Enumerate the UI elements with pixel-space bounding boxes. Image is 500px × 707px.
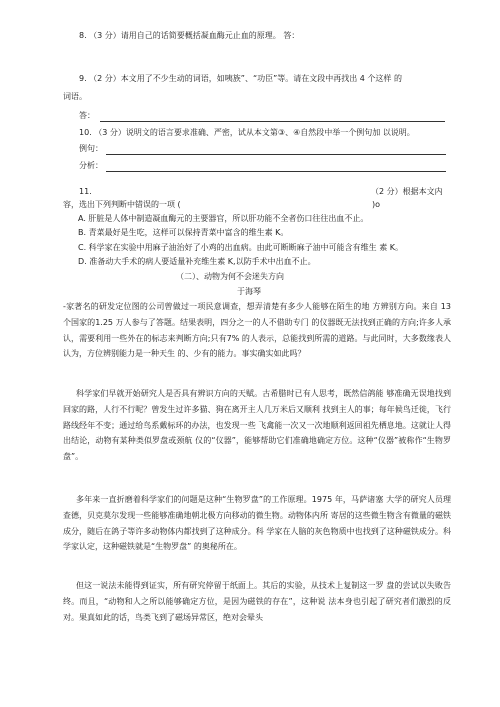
author-name: 于海琴 bbox=[237, 287, 261, 296]
option-c: C. 科学家在实验中用麻子油治好了小鸡的出血病。由此可断断麻子油中可能含有维生 素 K。 bbox=[78, 243, 403, 252]
question-11-points: （2 分）根据本文内 bbox=[371, 187, 443, 196]
question-8: 8. （3 分）请用自己的话简要概括凝血酶元止血的原理。 答： bbox=[79, 31, 300, 40]
question-10-example-line[interactable] bbox=[106, 154, 446, 155]
paragraph-4: 但这一说法未能得到证实，所有研究停留于纸面上。其后的实验，从技术上复制这一罗 盘的尝试以失败告终。而且，“动物和人之所以能够确定方位，是因为磁铁的存在”，这种说 法本身也引起了研究者们激烈的反对。果真如此的话，鸟类飞到了磁场异常区，绝对会晕头 bbox=[63, 581, 451, 622]
question-9-line1: 9. （2 分）本文用了不少生动的词语，如咦族”、“功臣”等。请在文段中再找出 4 个这样 的 bbox=[79, 74, 402, 83]
question-11-paren-close: )o bbox=[372, 200, 381, 209]
question-10-example-label: 例句： bbox=[79, 144, 103, 153]
question-11-stem: 容，选出下列判断中错误的一项 ( bbox=[63, 200, 181, 209]
question-9-answer-label: 答： bbox=[79, 111, 95, 120]
section-title: （二）、动物为何不会迷失方向 bbox=[176, 272, 284, 281]
paragraph-1: -家著名的研发定位图的公司曾做过一项民意调查，想弄清楚有多少人能够在陌生的地 方辨别方向。来自 13 个国家的1.25 万人参与了答题。结果表明，四分之一的人不借助专门 的仪器既无法找到正确的方向;许多人承认，需要利用一些外在的标志来判断方向;只有7% 的人表示，总能找到所需的道路。与此同时，大多数缘表人认为，方位辨别能力是一种天生 的、少有的能力。事实确实如此吗？ bbox=[63, 302, 451, 359]
option-a: A. 肝脏是人体中制造凝血酶元的主要器官，所以肝功能不全者伤口往往出血不止。 bbox=[78, 214, 369, 223]
option-d: D. 准备动大手术的病人要适量补充维生素 K,以防手术中出血不止。 bbox=[78, 257, 316, 266]
question-10-analysis-label: 分析： bbox=[79, 161, 103, 170]
question-9-line2: 词语。 bbox=[63, 92, 87, 101]
question-11-number: 11. bbox=[79, 187, 92, 196]
question-10-analysis-line[interactable] bbox=[106, 171, 446, 172]
question-10: 10. （3 分）说明文的语言要求准确、严密，试从本文第③、④自然段中举一个例句加 以说明。 bbox=[79, 128, 415, 137]
option-b: B. 青菜最好是生吃，这样可以保持青菜中富含的维生素 K。 bbox=[78, 228, 289, 237]
paragraph-2: 科学家们早就开始研究人是否具有辨识方向的天赋。古希腊时已有人思考，既然信鸽能 够准确无误地找到回家的路，人行不行呢？曾发生过许多猫、狗在离开主人几万米后又顺利 找到主人的事；每年候鸟迁徙，飞行路线经年不变；通过给鸟系戴标环的办法，也发现一些 飞禽能一次又一次地顺利返回祖先栖息地。这就让人得出结论，动物有某种类似罗盘或颈航 仪的“仪器”，能够帮助它们准确地确定方位。这种“仪器”被称作“生物罗盘”。 bbox=[63, 389, 451, 462]
paragraph-3: 多年来一直折磨着科学家们的问题是这种“生物罗盘”的工作原理。1975 年，马萨诸塞 大学的研究人员理查德，贝克莫尔发现一些能够准确地朝北极方向移动的微生物。动物体内所 寄居的这些微生物含有微量的磁铁成分，随后在鸽子等许多动物体内都找到了这种成分。科 学家在人脑的灰色物质中也找到了这种磁铁成分。科学家认定，这种磁铁就是“生物罗盘” 的奥秘所在。 bbox=[63, 495, 451, 552]
question-9-answer-line[interactable] bbox=[100, 121, 445, 122]
